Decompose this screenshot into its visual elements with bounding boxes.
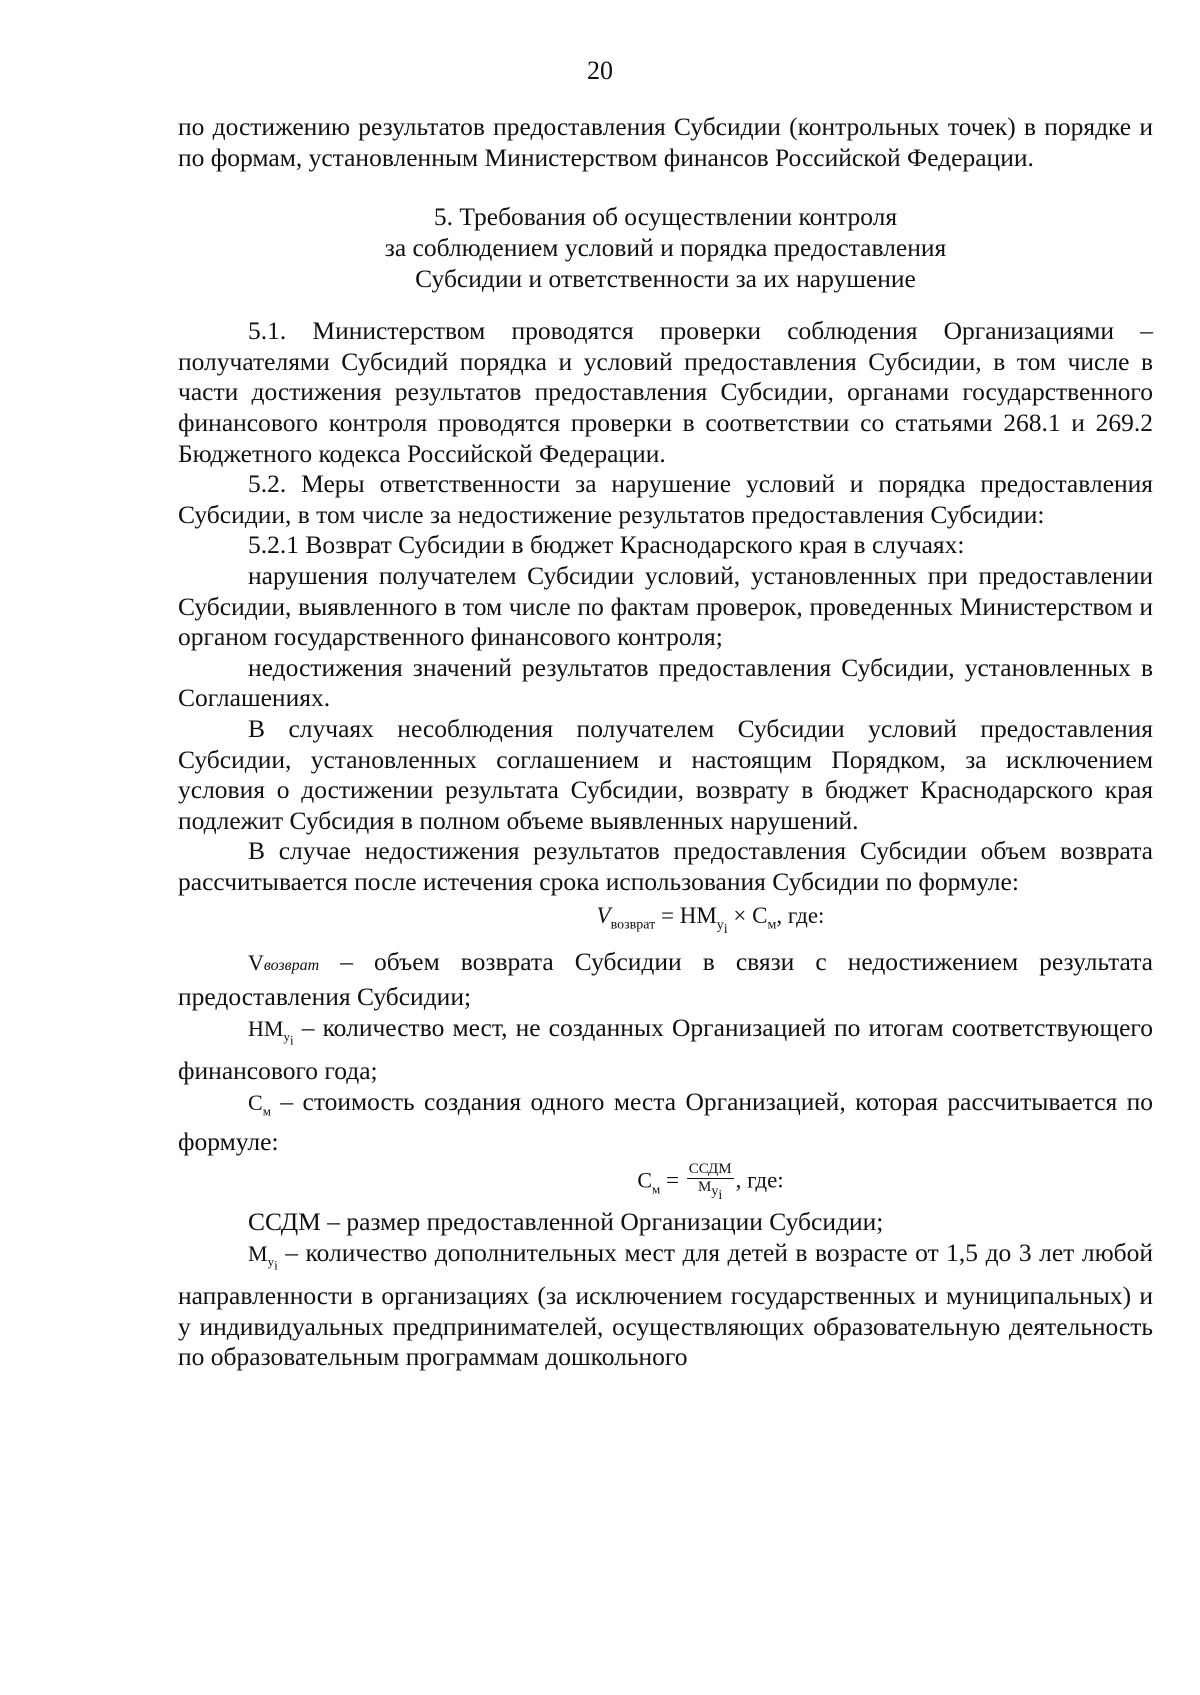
paragraph-noncompliance: В случаях несоблюдения получателем Субсидии условий предоставления Субсидии, установленных соглашением и настоящим Порядком, за исключением условия о достижении результата Субсидии, возврату в бюджет Краснодарского края подлежит Субсидия в полном объеме выявленных нарушений. (178, 713, 1153, 835)
formula-cost-fraction (687, 1161, 734, 1204)
formula-return-eq: = (655, 903, 680, 929)
definition-m-symbol-sub: у (267, 1254, 275, 1270)
formula-cost-den-subsub: i (718, 1188, 723, 1204)
formula-cost-den-symbol: М (698, 1179, 712, 1196)
definition-nm-symbol: НМ (248, 1015, 284, 1041)
paragraph-5-2: 5.2. Меры ответственности за нарушение условий и порядка предоставления Субсидии, в том числе за недостижение результатов предоставления Субсидии: (178, 469, 1153, 529)
definition-nm-text: – количество мест, не созданных Организацией по итогам соответствующего финансового года; (178, 1012, 1153, 1086)
definition-v-return (178, 947, 1153, 1012)
section-heading (178, 201, 1153, 294)
formula-return-volume (268, 901, 1153, 945)
formula-place-cost (268, 1161, 1153, 1205)
formula-return-term-1-subsub: i (723, 921, 728, 937)
section-heading-line-3: Субсидии и ответственности за их нарушение (415, 264, 916, 294)
definition-m-symbol-subsub: i (274, 1257, 278, 1273)
definition-v-text: – объем возврата Субсидии в связи с недостижением результата предоставления Субсидии; (178, 947, 1153, 1012)
paragraph-5-1: 5.1. Министерством проводятся проверки соблюдения Организациями – получателями Субсидий порядка и условий предоставления Субсидии, в том числе в части достижения результатов предоставления Субсидии, органами государственного финансового контроля проводятся проверки в соответствии со статьями 268.1 и 269.2 Бюджетного кодекса Российской Федерации. (178, 316, 1153, 468)
formula-return-lhs: V (596, 903, 611, 929)
definition-cm-symbol: С (248, 1089, 263, 1115)
definition-cm-symbol-sub: м (262, 1103, 271, 1119)
page-number: 20 (587, 56, 613, 85)
section-heading-line-1: 5. Требования об осуществлении контроля (433, 202, 898, 232)
formula-return-term-2: С (752, 903, 768, 929)
paragraph-nonachievement: недостижения значений результатов предоставления Субсидии, установленных в Соглашениях. (178, 652, 1153, 713)
definition-nm (178, 1013, 1153, 1087)
section-heading-line-2: за соблюдением условий и порядка предоставления (384, 233, 947, 263)
definition-ssdm: ССДМ – размер предоставленной Организации Субсидии; (248, 1207, 884, 1237)
formula-cost-lhs: С (637, 1168, 653, 1194)
formula-cost-tail: , где: (735, 1168, 784, 1194)
definition-m-symbol: М (248, 1240, 268, 1266)
definition-cm (178, 1087, 1153, 1158)
formula-return-tail: , где: (776, 903, 825, 929)
formula-return-term-1: НМ (679, 903, 717, 929)
paragraph-return-calculation: В случае недостижения результатов предоставления Субсидии объем возврата рассчитывается после истечения срока использования Субсидии по формуле: (178, 836, 1153, 896)
definition-m-text: – количество дополнительных мест для детей в возрасте от 1,5 до 3 лет любой направленности в организациях (за исключением государственных и муниципальных) и у индивидуальных предпринимателей, осуществляющих образовательную деятельность по образовательным программам дошкольного (178, 1237, 1153, 1372)
definition-v-symbol: V (248, 950, 264, 976)
paragraph-5-2-1: 5.2.1 Возврат Субсидии в бюджет Краснодарского края в случаях: (248, 530, 965, 560)
paragraph-violation: нарушения получателем Субсидии условий, установленных при предоставлении Субсидии, выявленного в том числе по фактам проверок, проведенных Министерством и органом государственного финансового контроля; (178, 560, 1153, 652)
definition-nm-symbol-subsub: i (289, 1032, 294, 1048)
formula-cost-den-sub: у (711, 1184, 719, 1200)
formula-cost-eq: = (660, 1168, 685, 1194)
formula-cost-lhs-sub: м (652, 1181, 661, 1197)
formula-return-times: × (727, 903, 753, 929)
definition-v-symbol-sub: возврат (263, 957, 320, 975)
definition-cm-text: – стоимость создания одного места Организацией, которая рассчитывается по формуле: (178, 1086, 1153, 1156)
definition-m (178, 1238, 1153, 1373)
formula-cost-numerator: ССДМ (688, 1161, 732, 1178)
definition-nm-symbol-sub: у (283, 1029, 290, 1045)
formula-return-term-2-sub: м (767, 918, 777, 934)
page-content (178, 112, 1153, 1373)
paragraph-intro: по достижению результатов предоставления Субсидии (контрольных точек) в порядке и по формам, установленным Министерством финансов Российской Федерации. (178, 112, 1153, 172)
formula-return-lhs-sub: возврат (610, 918, 656, 934)
formula-cost-denominator (687, 1179, 734, 1204)
formula-return-term-1-sub: у (716, 918, 724, 934)
